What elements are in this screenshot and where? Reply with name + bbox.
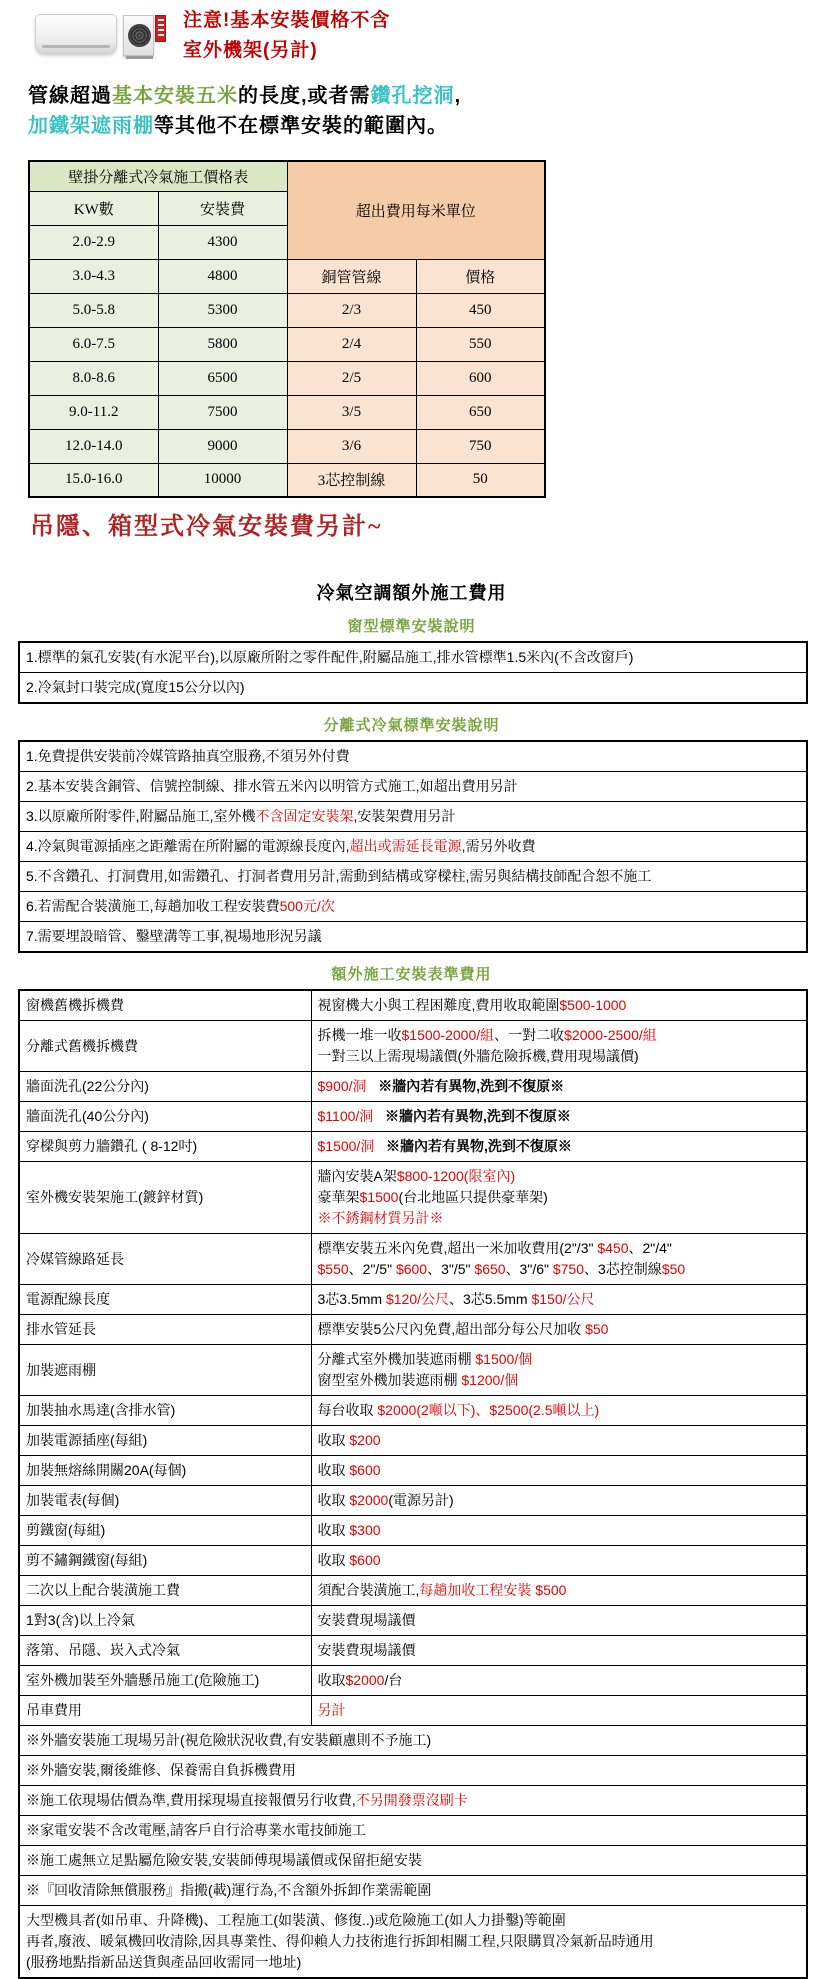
- list-item: [19, 832, 807, 862]
- list-item: [19, 802, 807, 832]
- fee-row: [19, 1102, 807, 1132]
- text-segment: $50: [661, 1261, 686, 1277]
- fee-note: [19, 1726, 807, 1756]
- fee-note: [19, 1786, 807, 1816]
- fee-value: [311, 1696, 807, 1726]
- text-segment: 3.以原廠所附零件,附屬品施工,室外機: [26, 808, 256, 824]
- fee-value: [311, 1234, 807, 1285]
- text-segment: 安裝費現場議價: [317, 1612, 416, 1628]
- pipe-cell: 銅管管線: [287, 259, 416, 293]
- price-cell: 450: [416, 293, 545, 327]
- fee-value: [311, 990, 807, 1021]
- text-segment: ※施工依現場估價為準,費用採現場直接報價另行收費,: [26, 1792, 356, 1808]
- text-segment: 安裝費現場議價: [317, 1642, 416, 1658]
- list-row: [19, 802, 807, 832]
- fee-row: [19, 1696, 807, 1726]
- fee-label: 二次以上配合裝潢施工費: [19, 1576, 311, 1606]
- list-row: [19, 741, 807, 772]
- text-segment: $450: [597, 1240, 629, 1256]
- fee-row: [19, 1486, 807, 1516]
- text-segment: ,需另外收費: [461, 838, 536, 854]
- kw-cell: 6.0-7.5: [29, 327, 158, 361]
- text-segment: 管線超過: [28, 85, 112, 107]
- text-segment: 1.標準的氣孔安裝(有水泥平台),以原廠所附之零件配件,附屬品施工,排水管標準1.5米內(不含改窗戶): [26, 649, 634, 665]
- installation-notice: [183, 6, 390, 66]
- text-segment: 、一對二收: [494, 1027, 565, 1043]
- text-segment: ※『回收清除無償服務』指搬(載)運行為,不含額外拆卸作業需範圍: [26, 1882, 432, 1898]
- fee-row: [19, 990, 807, 1021]
- text-segment: $500-1000: [559, 997, 627, 1013]
- table-row: [29, 161, 545, 191]
- text-segment: $600: [395, 1261, 428, 1277]
- kw-cell: 9.0-11.2: [29, 395, 158, 429]
- text-segment: 標準安裝五米內免費,超出一米加收費用(2"/3": [317, 1240, 598, 1256]
- list-item: [19, 892, 807, 922]
- text-segment: 一對三以上需現場議價(外牆危險拆機,費用現場議價): [317, 1048, 639, 1064]
- text-segment: ※牆內若有異物,洗到不復原※: [384, 1108, 571, 1124]
- fee-note: [19, 1906, 807, 1979]
- pipe-cell: 3/6: [287, 429, 416, 463]
- fee-label: 分離式舊機拆機費: [19, 1021, 311, 1072]
- table-row: [29, 463, 545, 497]
- fan-icon: [127, 23, 152, 48]
- split-type-heading: 分離式冷氣標準安裝說明: [323, 717, 500, 734]
- ac-indoor-unit-image: [35, 14, 117, 54]
- text-segment: 窗型室外機加裝遮雨棚: [317, 1372, 462, 1388]
- fee-value: [311, 1102, 807, 1132]
- fee-note: [19, 1876, 807, 1906]
- text-segment: $2000(2噸以下)、$2500(2.5噸以上): [377, 1402, 600, 1418]
- text-segment: 、3"/6": [505, 1261, 553, 1277]
- text-segment: $2000: [345, 1672, 385, 1688]
- fee-label: 冷媒管線路延長: [19, 1234, 311, 1285]
- list-row: [19, 642, 807, 673]
- pipe-cell: 3芯控制線: [287, 463, 416, 497]
- kw-cell: 8.0-8.6: [29, 361, 158, 395]
- text-segment: $1500/洞: [317, 1138, 375, 1154]
- kw-cell: 2.0-2.9: [29, 225, 158, 259]
- text-segment: 再者,廢液、暖氣機回收清除,因具專業性、得仰賴人力技術進行拆卸相關工程,只限購買冷氣新品時通用: [26, 1933, 654, 1949]
- text-segment: 拆機一堆一收: [317, 1027, 402, 1043]
- fee-label: 電源配線長度: [19, 1285, 311, 1315]
- text-segment: 另計: [317, 1702, 346, 1718]
- fee-row: [19, 1456, 807, 1486]
- text-segment: [374, 1138, 386, 1154]
- text-segment: $200: [349, 1432, 381, 1448]
- text-segment: 1.免費提供安裝前冷媒管路抽真空服務,不須另外付費: [26, 748, 350, 764]
- text-segment: 標準安裝5公尺內免費,超出部分每公尺加收: [317, 1321, 586, 1337]
- fee-row: [19, 1072, 807, 1102]
- text-segment: 、2"/4": [628, 1240, 672, 1256]
- text-segment: $1500: [359, 1189, 399, 1205]
- list-row: [19, 862, 807, 892]
- text-segment: 每趟加收工程安裝 $500: [419, 1582, 567, 1598]
- fee-label: 加裝無熔絲開關20A(每個): [19, 1456, 311, 1486]
- text-segment: 超出或需延長電源: [349, 838, 462, 854]
- text-segment: 收取: [317, 1432, 350, 1448]
- text-segment: 7.需要埋設暗管、鑿壁溝等工事,視場地形況另議: [26, 928, 322, 944]
- text-segment: 收取: [317, 1522, 350, 1538]
- notice-line-1: 注意!基本安裝價格不含: [183, 10, 391, 31]
- text-segment: ※牆內若有異物,洗到不復原※: [378, 1078, 565, 1094]
- fee-table: [18, 989, 808, 1979]
- price-cell: 50: [416, 463, 545, 497]
- text-segment: 大型機具者(如吊車、升降機)、工程施工(如裝潢、修復..)或危險施工(如人力掛鑿)等範圍: [26, 1912, 566, 1928]
- list-row: [19, 772, 807, 802]
- fee-row: [19, 1162, 807, 1234]
- pipe-cell: 2/3: [287, 293, 416, 327]
- notice-line-2: 室外機架(另計): [183, 40, 318, 61]
- fee-note: [19, 1816, 807, 1846]
- text-segment: 2.冷氣封口裝完成(寬度15公分以內): [26, 679, 245, 695]
- text-segment: $50: [585, 1321, 609, 1337]
- fee-row: [19, 1345, 807, 1396]
- text-segment: $900/洞: [317, 1078, 367, 1094]
- text-segment: 2.基本安裝含銅管、信號控制線、排水管五米內以明管方式施工,如超出費用另計: [26, 778, 518, 794]
- fee-cell: 5800: [158, 327, 287, 361]
- fee-label: 加裝電表(每個): [19, 1486, 311, 1516]
- fee-value: [311, 1021, 807, 1072]
- text-segment: 收取: [317, 1462, 350, 1478]
- text-segment: 牆內安裝A架: [317, 1168, 397, 1184]
- price-cell: 600: [416, 361, 545, 395]
- fee-label: 加裝抽水馬達(含排水管): [19, 1396, 311, 1426]
- text-segment: ※家電安裝不含改電壓,請客戶自行洽專業水電技師施工: [26, 1822, 366, 1838]
- list-row: [19, 922, 807, 953]
- fee-row: [19, 1132, 807, 1162]
- fee-value: [311, 1516, 807, 1546]
- text-segment: $300: [349, 1522, 381, 1538]
- text-segment: [367, 1078, 379, 1094]
- fee-cell: 7500: [158, 395, 287, 429]
- fee-schedule-heading: 額外施工安裝表準費用: [331, 966, 492, 983]
- text-segment: 不含固定安裝架: [255, 808, 354, 824]
- text-segment: 500元/次: [279, 898, 335, 914]
- fee-note: [19, 1846, 807, 1876]
- fee-value: [311, 1546, 807, 1576]
- fee-row: [19, 1666, 807, 1696]
- text-segment: 的長度,或者需: [238, 85, 371, 107]
- fee-row: [19, 1234, 807, 1285]
- text-segment: $550: [317, 1261, 349, 1277]
- text-segment: 基本安裝五米: [112, 85, 238, 107]
- header-banner: [0, 0, 823, 150]
- fee-value: [311, 1606, 807, 1636]
- concealed-boxtype-note: 吊隱、箱型式冷氣安裝費另計~: [30, 514, 383, 540]
- text-segment: [373, 1108, 385, 1124]
- fee-value: [311, 1486, 807, 1516]
- fee-row: [19, 1906, 807, 1979]
- fee-label: 吊車費用: [19, 1696, 311, 1726]
- text-segment: 不另開發票沒刷卡: [355, 1792, 468, 1808]
- window-type-list: [18, 641, 808, 704]
- text-segment: 加鐵架遮雨棚: [28, 115, 154, 137]
- price-cell: 750: [416, 429, 545, 463]
- text-segment: 6.若需配合裝潢施工,每趟加收工程安裝費: [26, 898, 280, 914]
- fee-value: [311, 1576, 807, 1606]
- list-item: [19, 922, 807, 953]
- fee-value: [311, 1132, 807, 1162]
- fee-label: 室外機加裝至外牆懸吊施工(危險施工): [19, 1666, 311, 1696]
- fee-value: [311, 1285, 807, 1315]
- list-row: [19, 892, 807, 922]
- pipe-cell: 2/4: [287, 327, 416, 361]
- outdoor-unit-base: [126, 56, 153, 59]
- fee-value: [311, 1456, 807, 1486]
- fee-label: 穿樑與剪力牆鑽孔 ( 8-12吋): [19, 1132, 311, 1162]
- text-segment: $600: [349, 1552, 381, 1568]
- fee-row: [19, 1396, 807, 1426]
- text-segment: 、3"/5": [427, 1261, 475, 1277]
- text-segment: ※外牆安裝施工現場另計(視危險狀況收費,有安裝顧慮則不予施工): [26, 1732, 432, 1748]
- fee-value: [311, 1162, 807, 1234]
- fee-label: 牆面洗孔(40公分內): [19, 1102, 311, 1132]
- fee-label: 剪不鏽鋼鐵窗(每組): [19, 1546, 311, 1576]
- text-segment: (台北地區只提供豪華架): [398, 1189, 548, 1205]
- list-row: [19, 832, 807, 862]
- fee-label: 排水管延長: [19, 1315, 311, 1345]
- text-segment: $750: [552, 1261, 585, 1277]
- fee-row: [19, 1876, 807, 1906]
- fee-cell: 10000: [158, 463, 287, 497]
- fee-label: 1對3(含)以上冷氣: [19, 1606, 311, 1636]
- text-segment: $150/公尺: [531, 1291, 595, 1307]
- list-item: [19, 772, 807, 802]
- text-segment: $2000: [349, 1492, 389, 1508]
- fee-value: [311, 1396, 807, 1426]
- text-segment: 、3芯控制線: [584, 1261, 662, 1277]
- pipe-cell: 3/5: [287, 395, 416, 429]
- kw-cell: 12.0-14.0: [29, 429, 158, 463]
- text-segment: 鑽孔挖洞: [370, 85, 455, 107]
- intro-line-2: [28, 109, 448, 138]
- text-segment: 分離式室外機加裝遮雨棚: [317, 1351, 476, 1367]
- fee-row: [19, 1426, 807, 1456]
- text-segment: 收取: [317, 1492, 350, 1508]
- table-row: [29, 293, 545, 327]
- text-segment: ※施工處無立足點屬危險安裝,安裝師傅現場議價或保留拒絕安裝: [26, 1852, 422, 1868]
- window-type-heading: 窗型標準安裝說明: [347, 618, 476, 635]
- price-cell: 價格: [416, 259, 545, 293]
- fee-row: [19, 1816, 807, 1846]
- fee-label: 窗機舊機拆機費: [19, 990, 311, 1021]
- text-segment: ※外牆安裝,爾後維修、保養需自負拆機費用: [26, 1762, 296, 1778]
- text-segment: $600: [349, 1462, 381, 1478]
- text-segment: 豪華架: [317, 1189, 360, 1205]
- fee-label: 加裝遮雨棚: [19, 1345, 311, 1396]
- text-segment: (電源另計): [388, 1492, 454, 1508]
- fee-row: [19, 1021, 807, 1072]
- list-item: [19, 642, 807, 673]
- kw-header: KW數: [29, 191, 158, 225]
- fee-value: [311, 1345, 807, 1396]
- text-segment: 每台收取: [317, 1402, 378, 1418]
- fee-value: [311, 1072, 807, 1102]
- fee-note: [19, 1756, 807, 1786]
- fee-row: [19, 1606, 807, 1636]
- text-segment: $1500/個: [475, 1351, 533, 1367]
- text-segment: (服務地點指新品送貨與產品回收需同一地址): [26, 1954, 302, 1970]
- fee-row: [19, 1315, 807, 1345]
- fee-cell: 9000: [158, 429, 287, 463]
- table-row: [29, 361, 545, 395]
- fee-cell: 4800: [158, 259, 287, 293]
- fee-label: 室外機安裝架施工(鍍鋅材質): [19, 1162, 311, 1234]
- list-item: [19, 741, 807, 772]
- price-table-title: 壁掛分離式冷氣施工價格表: [29, 161, 287, 191]
- text-segment: 4.冷氣與電源插座之距離需在所附屬的電源線長度內,: [26, 838, 350, 854]
- fee-row: [19, 1756, 807, 1786]
- fee-cell: 6500: [158, 361, 287, 395]
- pipe-cell: 2/5: [287, 361, 416, 395]
- fee-value: [311, 1636, 807, 1666]
- text-segment: $120/公尺: [385, 1291, 450, 1307]
- fee-label: 落第、吊隱、崁入式冷氣: [19, 1636, 311, 1666]
- fee-row: [19, 1846, 807, 1876]
- text-segment: $800-1200(限室內): [396, 1168, 516, 1184]
- fee-row: [19, 1285, 807, 1315]
- text-segment: $1200/個: [461, 1372, 519, 1388]
- text-segment: 、3芯5.5mm: [449, 1291, 532, 1307]
- text-segment: ※不銹鋼材質另計※: [317, 1210, 444, 1226]
- text-segment: 、2"/5": [348, 1261, 396, 1277]
- split-type-list: [18, 740, 808, 953]
- kw-cell: 15.0-16.0: [29, 463, 158, 497]
- table-row: [29, 395, 545, 429]
- text-segment: ,安裝架費用另計: [353, 808, 456, 824]
- text-segment: 視窗機大小與工程困難度,費用收取範圍: [317, 997, 560, 1013]
- text-segment: $1500-2000/組: [401, 1027, 495, 1043]
- fee-label: 剪鐵窗(每組): [19, 1516, 311, 1546]
- fee-label: 加裝電源插座(每組): [19, 1426, 311, 1456]
- text-segment: /台: [384, 1672, 403, 1688]
- fee-value: [311, 1315, 807, 1345]
- list-item: [19, 862, 807, 892]
- fee-row: [19, 1636, 807, 1666]
- table-row: [29, 429, 545, 463]
- intro-line-1: [28, 79, 461, 108]
- fee-value: [311, 1666, 807, 1696]
- fee-row: [19, 1576, 807, 1606]
- fee-row: [19, 1546, 807, 1576]
- text-segment: 收取: [317, 1672, 346, 1688]
- excess-fee-title: 超出費用每米單位: [287, 161, 545, 259]
- text-segment: 須配合裝潢施工,: [317, 1582, 420, 1598]
- text-segment: 5.不含鑽孔、打洞費用,如需鑽孔、打洞者費用另計,需動到結構或穿樑柱,需另與結構技師配合恕不施工: [26, 868, 652, 884]
- text-segment: $1100/洞: [317, 1108, 374, 1124]
- fee-row: [19, 1726, 807, 1756]
- ac-outdoor-unit-image: [123, 15, 154, 56]
- text-segment: 收取: [317, 1552, 350, 1568]
- fee-header: 安裝費: [158, 191, 287, 225]
- fee-value: [311, 1426, 807, 1456]
- table-row: [29, 327, 545, 361]
- kw-cell: 5.0-5.8: [29, 293, 158, 327]
- kw-cell: 3.0-4.3: [29, 259, 158, 293]
- fee-cell: 5300: [158, 293, 287, 327]
- price-cell: 550: [416, 327, 545, 361]
- fee-row: [19, 1786, 807, 1816]
- fee-row: [19, 1516, 807, 1546]
- fee-label: 牆面洗孔(22公分內): [19, 1072, 311, 1102]
- table-row: [29, 259, 545, 293]
- price-table: [28, 160, 546, 498]
- fee-cell: 4300: [158, 225, 287, 259]
- text-segment: ,: [454, 85, 462, 107]
- extra-fees-section-title: 冷氣空調額外施工費用: [316, 583, 507, 603]
- text-segment: 3芯3.5mm: [317, 1291, 386, 1307]
- text-segment: $2000-2500/組: [564, 1027, 657, 1043]
- text-segment: $650: [474, 1261, 506, 1277]
- price-cell: 650: [416, 395, 545, 429]
- red-energy-label: [155, 15, 166, 42]
- text-segment: 等其他不在標準安裝的範圍內。: [154, 115, 448, 137]
- text-segment: ※牆內若有異物,洗到不復原※: [386, 1138, 572, 1154]
- list-row: [19, 673, 807, 704]
- list-item: [19, 673, 807, 704]
